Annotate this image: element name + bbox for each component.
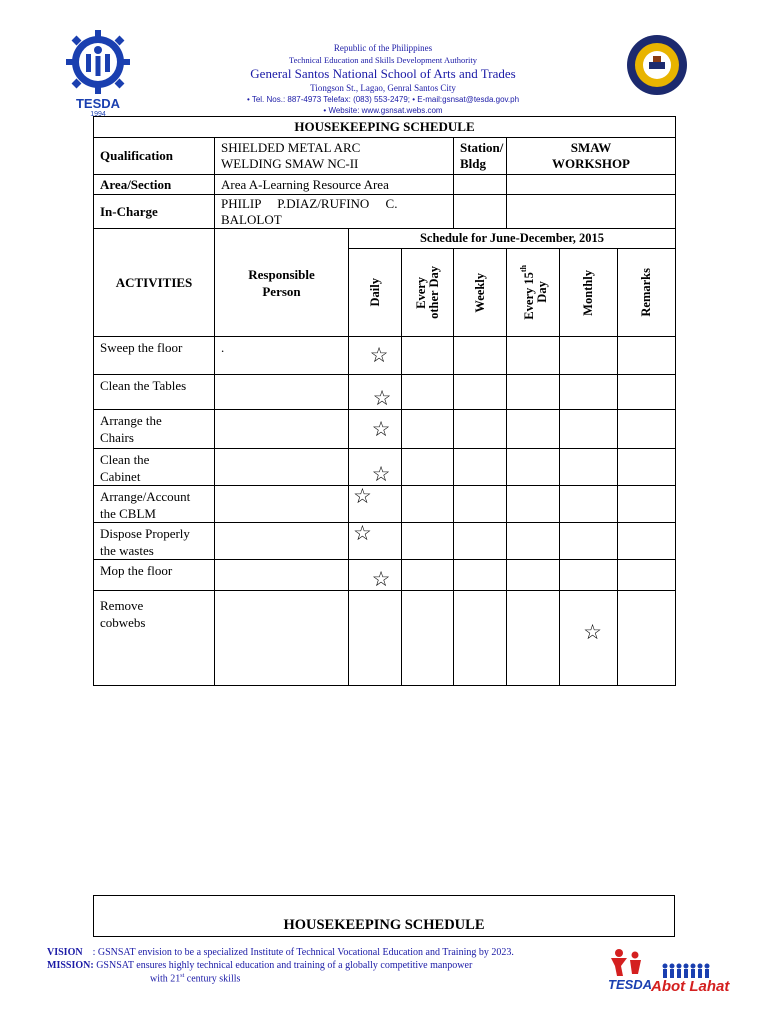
responsible-cell — [215, 523, 349, 560]
col-every-15th-day: Every 15th Day — [507, 249, 560, 337]
daily-star-icon: ☆ — [349, 449, 402, 486]
activity-cell: Arrange/Account the CBLM — [94, 486, 215, 523]
header-address: Tiongson St., Lagao, Genral Santos City — [310, 83, 456, 93]
responsible-cell — [215, 560, 349, 591]
daily-star-icon: ☆ — [349, 375, 402, 410]
table-row — [94, 560, 676, 591]
responsible-cell — [215, 449, 349, 486]
responsible-cell: . — [215, 337, 349, 375]
incharge-extra-cell-2 — [507, 195, 676, 229]
activity-cell: Clean the Tables — [94, 375, 215, 410]
mission-statement-cont: with 21st century skills — [150, 973, 241, 985]
responsible-cell — [215, 375, 349, 410]
tesda-abot-lahat-logo — [605, 944, 730, 995]
col-remarks: Remarks — [618, 249, 676, 337]
footer-logo-tagline: Abot Lahat — [651, 978, 730, 995]
station-value: SMAW WORKSHOP — [507, 138, 676, 175]
table-row — [94, 591, 676, 686]
mission-statement: MISSION: GSNSAT ensures highly technical education and training of a globally competitive manpower — [47, 960, 473, 971]
col-weekly: Weekly — [454, 249, 507, 337]
incharge-extra-cell — [454, 195, 507, 229]
header-agency: Technical Education and Skills Development Authority — [288, 55, 478, 65]
area-extra-cell-2 — [507, 175, 676, 195]
activity-cell: Dispose Properly the wastes — [94, 523, 215, 560]
activity-cell: Remove cobwebs — [94, 591, 215, 686]
activities-header: ACTIVITIES — [94, 229, 215, 337]
header-republic: Republic of the Philippines — [333, 43, 433, 53]
daily-star-icon: ☆ — [349, 410, 402, 449]
responsible-header: Responsible Person — [215, 229, 349, 337]
area-extra-cell — [454, 175, 507, 195]
schedule-title: HOUSEKEEPING SCHEDULE — [94, 117, 676, 138]
responsible-cell — [215, 410, 349, 449]
incharge-label: In-Charge — [94, 195, 215, 229]
responsible-cell — [215, 591, 349, 686]
table-row — [94, 523, 676, 560]
table-row — [94, 486, 676, 523]
school-seal-logo — [626, 34, 688, 96]
activity-cell: Sweep the floor — [94, 337, 215, 375]
responsible-cell — [215, 486, 349, 523]
footer-logo-text: TESDA — [608, 977, 653, 992]
housekeeping-schedule-table — [93, 116, 676, 686]
area-label: Area/Section — [94, 175, 215, 195]
table-row — [94, 449, 676, 486]
daily-star-icon: ☆ — [349, 523, 402, 560]
qualification-label: Qualification — [94, 138, 215, 175]
monthly-star-icon: ☆ — [560, 591, 618, 686]
header-school-name: General Santos National School of Arts and Trades — [250, 66, 516, 81]
schedule-period: Schedule for June-December, 2015 — [349, 229, 676, 249]
col-daily: Daily — [349, 249, 402, 337]
daily-star-icon: ☆ — [349, 486, 402, 523]
area-value: Area A-Learning Resource Area — [215, 175, 454, 195]
tesda-logo-text: TESDA — [75, 96, 121, 111]
incharge-value: PHILIP P.DIAZ/RUFINO C. BALOLOT — [215, 195, 454, 229]
header-contact: • Tel. Nos.: 887-4973 Telefax: (083) 553-2479; • E-mail:gsnsat@tesda.gov.ph — [246, 95, 520, 104]
table-row — [94, 337, 676, 375]
qualification-value: SHIELDED METAL ARC WELDING SMAW NC-II — [215, 138, 454, 175]
station-label: Station/ Bldg — [454, 138, 507, 175]
vision-statement: VISION : GSNSAT envision to be a specialized Institute of Technical Vocational Education and Training by 2023. — [47, 947, 514, 958]
col-monthly: Monthly — [560, 249, 618, 337]
tesda-logo — [62, 26, 134, 116]
daily-star-icon: ☆ — [349, 560, 402, 591]
header-website: • Website: www.gsnsat.webs.com — [323, 106, 443, 115]
table-row — [94, 375, 676, 410]
activity-cell: Mop the floor — [94, 560, 215, 591]
activity-cell: Clean the Cabinet — [94, 449, 215, 486]
table-row — [94, 410, 676, 449]
daily-star-icon: ☆ — [349, 337, 402, 375]
activity-cell: Arrange the Chairs — [94, 410, 215, 449]
second-schedule-title: HOUSEKEEPING SCHEDULE — [283, 917, 485, 933]
col-every-other-day: Every other Day — [402, 249, 454, 337]
tesda-logo-year: 1994 — [90, 111, 106, 118]
